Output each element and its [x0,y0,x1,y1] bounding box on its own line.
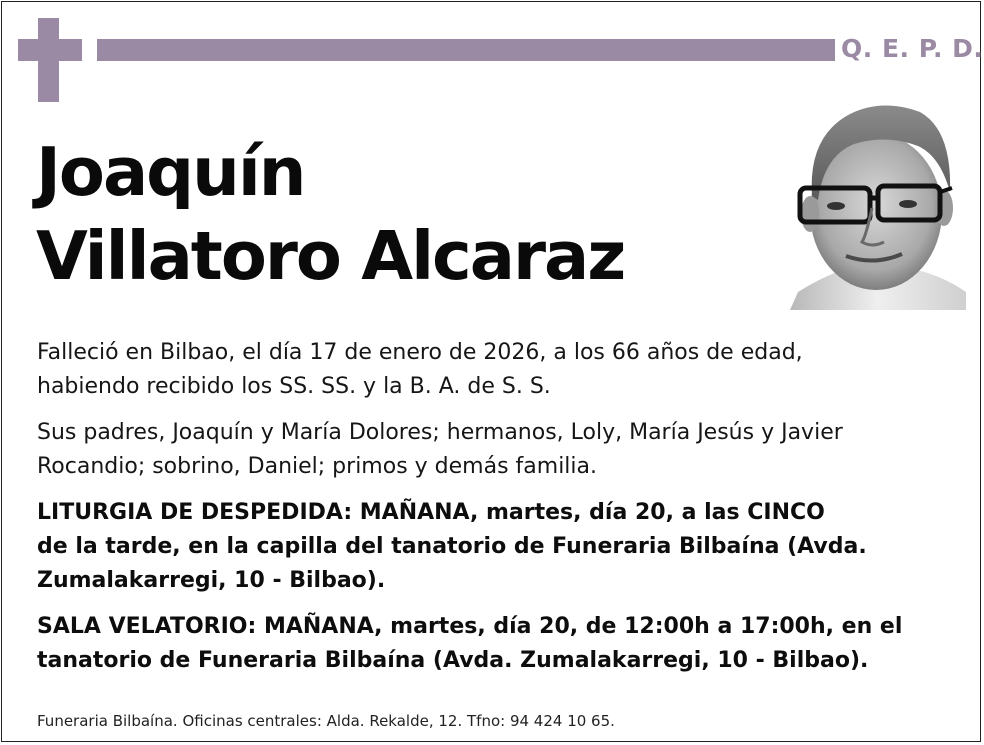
p3-line-2: de la tarde, en la capilla del tanatorio de Funeraria Bilbaína (Avda. [37,534,867,559]
portrait-photo [790,96,966,310]
first-name: Joaquín [36,133,305,211]
family-list [37,416,937,484]
surname: Villatoro Alcaraz [36,217,625,295]
p4-line-1: SALA VELATORIO: MAÑANA, martes, día 20, de 12:00h a 17:00h, en el [37,614,903,639]
p3-line-3: Zumalakarregi, 10 - Bilbao). [37,568,386,593]
deceased-name [36,130,624,298]
p2-line-1: Sus padres, Joaquín y María Dolores; hermanos, Loly, María Jesús y Javier [37,420,843,445]
death-announcement [37,336,937,404]
wake-info [37,610,937,678]
header-bar [97,39,835,61]
p1-line-2: habiendo recibido los SS. SS. y la B. A. de S. S. [37,374,551,399]
p4-line-2: tanatorio de Funeraria Bilbaína (Avda. Zumalakarregi, 10 - Bilbao). [37,648,869,673]
funeral-home-footer: Funeraria Bilbaína. Oficinas centrales: Alda. Rekalde, 12. Tfno: 94 424 10 65. [37,712,615,730]
p3-line-1: LITURGIA DE DESPEDIDA: MAÑANA, martes, día 20, a las CINCO [37,500,825,525]
p2-line-2: Rocandio; sobrino, Daniel; primos y demás familia. [37,454,598,479]
qepd-label: Q. E. P. D. [841,34,984,63]
p1-line-1: Falleció en Bilbao, el día 17 de enero de 2026, a los 66 años de edad, [37,340,803,365]
cross-icon [18,18,82,102]
liturgy-info [37,496,937,598]
notice-body [37,336,937,690]
